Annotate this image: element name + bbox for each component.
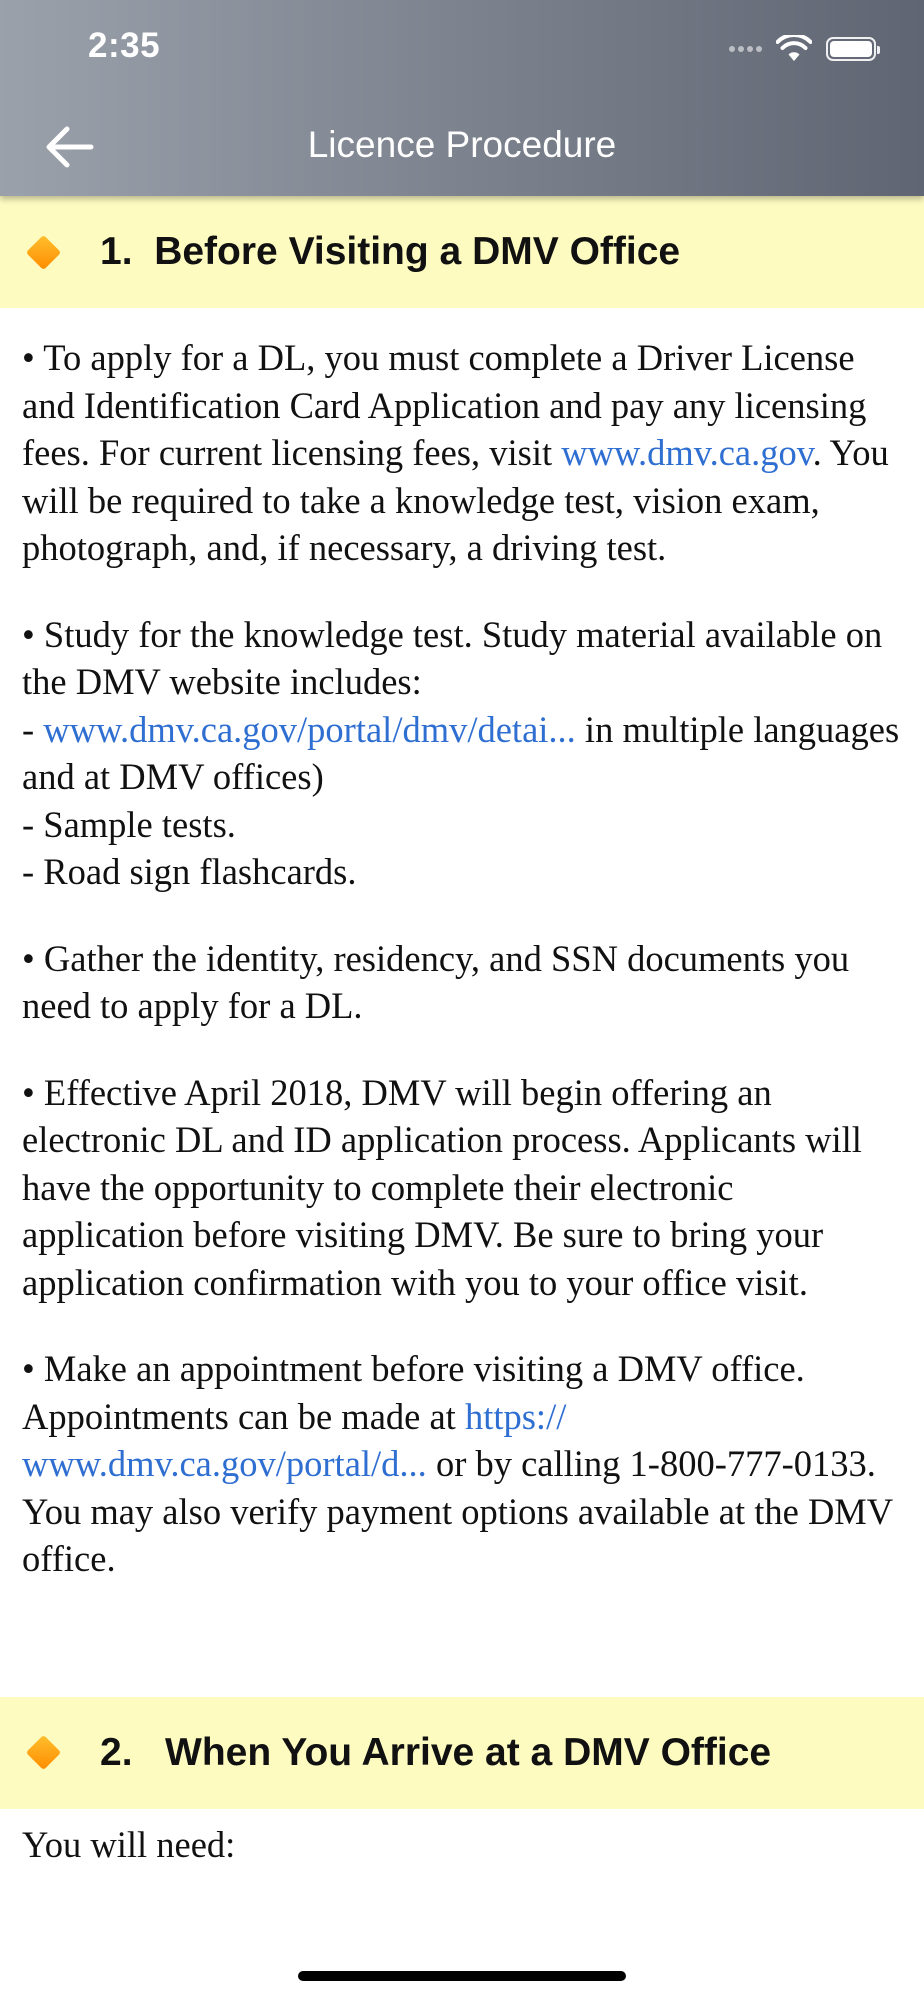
handbook-link[interactable]: www.dmv.ca.gov/portal/dmv/detai...	[43, 708, 576, 750]
content-scroll[interactable]	[0, 196, 924, 1868]
section1-body	[0, 308, 924, 1583]
paragraph-text: . You will be required to take a knowledge test, vision exam, photograph, and, if necessary, a driving test.	[22, 432, 889, 568]
cellular-signal-icon	[729, 46, 762, 52]
section-number: 1.	[100, 230, 133, 273]
status-time: 2:35	[88, 26, 161, 65]
wifi-icon	[776, 35, 812, 63]
section-title	[100, 1731, 771, 1775]
paragraph-text: • Make an appointment before visiting a DMV office. Appointments can be made at	[22, 1348, 805, 1437]
section-number: 2.	[100, 1730, 133, 1774]
paragraph-appointment	[22, 1345, 902, 1583]
diamond-bullet-icon	[26, 1735, 61, 1770]
list-item: - Road sign flashcards.	[22, 851, 357, 892]
paragraph-text: in multiple languages and at DMV offices)	[22, 708, 900, 797]
paragraph-study	[22, 611, 902, 896]
section-header-when-arrive	[0, 1697, 924, 1809]
paragraph-text: • Study for the knowledge test. Study material available on the DMV website includes:	[22, 613, 883, 702]
home-indicator[interactable]	[298, 1971, 626, 1981]
section-title-text: Before Visiting a DMV Office	[154, 230, 681, 273]
section-title-text: When You Arrive at a DMV Office	[165, 1730, 772, 1774]
diamond-bullet-icon	[26, 234, 61, 269]
paragraph-text: or by calling 1-800-777-0133. You may also verify payment options available at the DMV office.	[22, 1443, 893, 1579]
paragraph-apply	[22, 334, 902, 572]
dmv-link[interactable]: www.dmv.ca.gov	[561, 432, 813, 473]
appointment-link-part1: https://	[464, 1395, 567, 1437]
section2-body	[0, 1809, 924, 1869]
paragraph-text: • To apply for a DL, you must complete a Driver License and Identification Card Application and pay any licensing fees. For current licensing fees, visit	[22, 337, 867, 473]
page-title: Licence Procedure	[307, 124, 617, 165]
battery-icon	[826, 37, 876, 61]
list-item: - Sample tests.	[22, 803, 236, 845]
section-title	[100, 230, 680, 274]
appointment-link-part2: www.dmv.ca.gov/portal/d...	[22, 1443, 427, 1484]
list-dash: -	[22, 708, 44, 750]
section-header-before-visiting	[0, 196, 924, 308]
top-bar	[0, 0, 924, 196]
paragraph-gather: • Gather the identity, residency, and SSN documents you need to apply for a DL.	[22, 937, 850, 1026]
paragraph-you-will-need: You will need:	[22, 1823, 236, 1865]
status-icons	[729, 34, 876, 64]
paragraph-effective: • Effective April 2018, DMV will begin offering an electronic DL and ID application process. Applicants will have the opportunity to complete their electronic application before visiting DMV. Be sure to bring your application confirmation with you to your office visit.	[22, 1071, 862, 1303]
